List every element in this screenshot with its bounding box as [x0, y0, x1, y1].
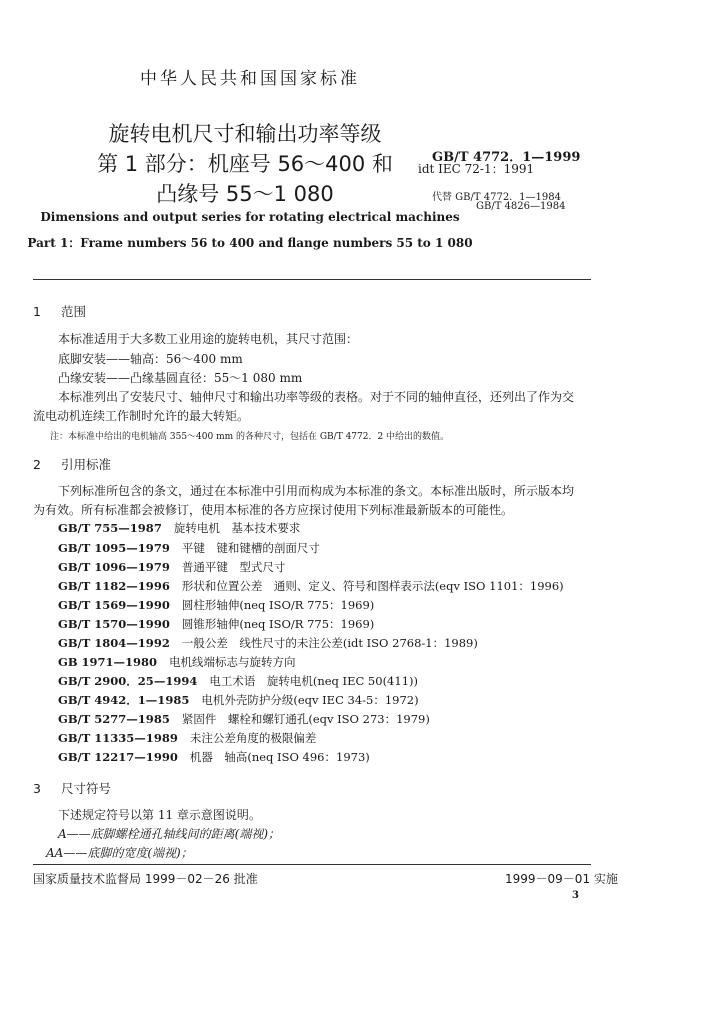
- title-cn-line-2: 第 1 部分：机座号 56～400 和: [97, 152, 393, 176]
- reference-item: [58, 654, 296, 670]
- footer-divider: [33, 864, 591, 865]
- reference-code: GB 1971—1980: [58, 655, 158, 669]
- reference-item: [58, 616, 374, 632]
- reference-name: 平键 键和键槽的剖面尺寸: [181, 541, 320, 555]
- reference-item: [58, 520, 300, 536]
- reference-name: 圆锥形轴伸(neq ISO/R 775：1969): [181, 617, 375, 631]
- reference-item: [58, 635, 478, 651]
- replaces-standard-1: 代替 GB/T 4772．1—1984: [432, 192, 561, 203]
- reference-code: GB/T 1096—1979: [58, 560, 170, 574]
- paragraph-line: 为有效。所有标准都会被修订，使用本标准的各方应探讨使用下列标准最新版本的可能性。: [33, 503, 514, 517]
- reference-item: [58, 597, 374, 613]
- paragraph-line: 本标准适用于大多数工业用途的旋转电机，其尺寸范围：: [58, 332, 359, 346]
- reference-name: 电机线端标志与旋转方向: [169, 655, 296, 669]
- reference-item: [58, 730, 316, 746]
- title-en-line-1: Dimensions and output series for rotating electrical machines: [40, 210, 460, 224]
- section-heading-1: [33, 302, 86, 320]
- section-number: 2: [33, 457, 41, 472]
- reference-item: [58, 578, 564, 594]
- reference-item: [58, 559, 285, 575]
- replaces-standard-2: GB/T 4826—1984: [476, 201, 566, 212]
- standard-equivalence: idt IEC 72-1：1991: [418, 162, 535, 176]
- standard-number: GB/T 4772．1—1999: [432, 150, 581, 165]
- reference-code: GB/T 2900．25—1994: [58, 674, 198, 688]
- reference-code: GB/T 4942．1—1985: [58, 693, 190, 707]
- reference-item: [58, 692, 419, 708]
- reference-name: 旋转电机 基本技术要求: [173, 521, 301, 535]
- symbol-definition: A——底脚螺栓通孔轴线间的距离(端视)；: [58, 827, 281, 841]
- reference-name: 电工术语 旋转电机(neq IEC 50(411)): [209, 674, 418, 688]
- reference-name: 普通平键 型式尺寸: [181, 560, 286, 574]
- reference-name: 紧固件 螺栓和螺钉通孔(eqv ISO 273：1979): [181, 712, 430, 726]
- reference-item: [58, 749, 370, 765]
- title-cn-line-3: 凸缘号 55～1 080: [156, 182, 334, 206]
- reference-name: 圆柱形轴伸(neq ISO/R 775：1969): [181, 598, 375, 612]
- paragraph-line: 凸缘安装——凸缘基圆直径：55～1 080 mm: [58, 371, 303, 385]
- symbol-definition: AA——底脚的宽度(端视)；: [46, 846, 193, 860]
- header-divider: [33, 279, 591, 280]
- implementation-date: 1999－09－01 实施: [505, 872, 618, 886]
- reference-code: GB/T 1804—1992: [58, 636, 170, 650]
- reference-code: GB/T 1570—1990: [58, 617, 170, 631]
- reference-name: 形状和位置公差 通则、定义、符号和图样表示法(eqv ISO 1101：1996): [181, 579, 564, 593]
- paragraph-line: 下述规定符号以第 11 章示意图说明。: [58, 808, 261, 822]
- page-number: 3: [572, 890, 579, 901]
- reference-item: [58, 711, 430, 727]
- section-number: 3: [33, 781, 41, 796]
- section-heading-3: [33, 779, 111, 797]
- reference-name: 未注公差角度的极限偏差: [189, 731, 317, 745]
- section-number: 1: [33, 304, 41, 319]
- section-title: 尺寸符号: [61, 781, 112, 796]
- title-en-line-2: Part 1：Frame numbers 56 to 400 and flange numbers 55 to 1 080: [27, 236, 473, 250]
- paragraph-line: 下列标准所包含的条文，通过在本标准中引用而构成为本标准的条文。本标准出版时，所示版本均: [58, 484, 575, 498]
- reference-code: GB/T 1182—1996: [58, 579, 170, 593]
- reference-code: GB/T 1569—1990: [58, 598, 170, 612]
- reference-name: 电机外壳防护分级(eqv IEC 34-5：1972): [201, 693, 419, 707]
- paragraph-line: 底脚安装——轴高：56～400 mm: [58, 352, 243, 366]
- reference-code: GB/T 5277—1985: [58, 712, 170, 726]
- reference-item: [58, 540, 320, 556]
- section-title: 范围: [61, 304, 87, 319]
- reference-name: 一般公差 线性尺寸的未注公差(idt ISO 2768-1：1989): [181, 636, 478, 650]
- reference-code: GB/T 11335—1989: [58, 731, 178, 745]
- reference-name: 机器 轴高(neq ISO 496：1973): [189, 750, 370, 764]
- reference-code: GB/T 12217—1990: [58, 750, 178, 764]
- reference-item: [58, 673, 418, 689]
- section-heading-2: [33, 455, 111, 473]
- approval-info: 国家质量技术监督局 1999－02－26 批准: [33, 872, 258, 886]
- paragraph-line: 本标准列出了安装尺寸、轴伸尺寸和输出功率等级的表格。对于不同的轴伸直径，还列出了作为交: [58, 390, 575, 404]
- note-text: 注：本标准中给出的电机轴高 355～400 mm 的各种尺寸，包括在 GB/T 4772．2 中给出的数值。: [50, 432, 450, 442]
- issuing-body-header: 中华人民共和国国家标准: [140, 69, 360, 89]
- reference-code: GB/T 755—1987: [58, 521, 162, 535]
- title-cn-line-1: 旋转电机尺寸和输出功率等级: [108, 122, 382, 146]
- section-title: 引用标准: [61, 457, 112, 472]
- reference-code: GB/T 1095—1979: [58, 541, 170, 555]
- paragraph-line: 流电动机连续工作制时允许的最大转矩。: [33, 409, 250, 423]
